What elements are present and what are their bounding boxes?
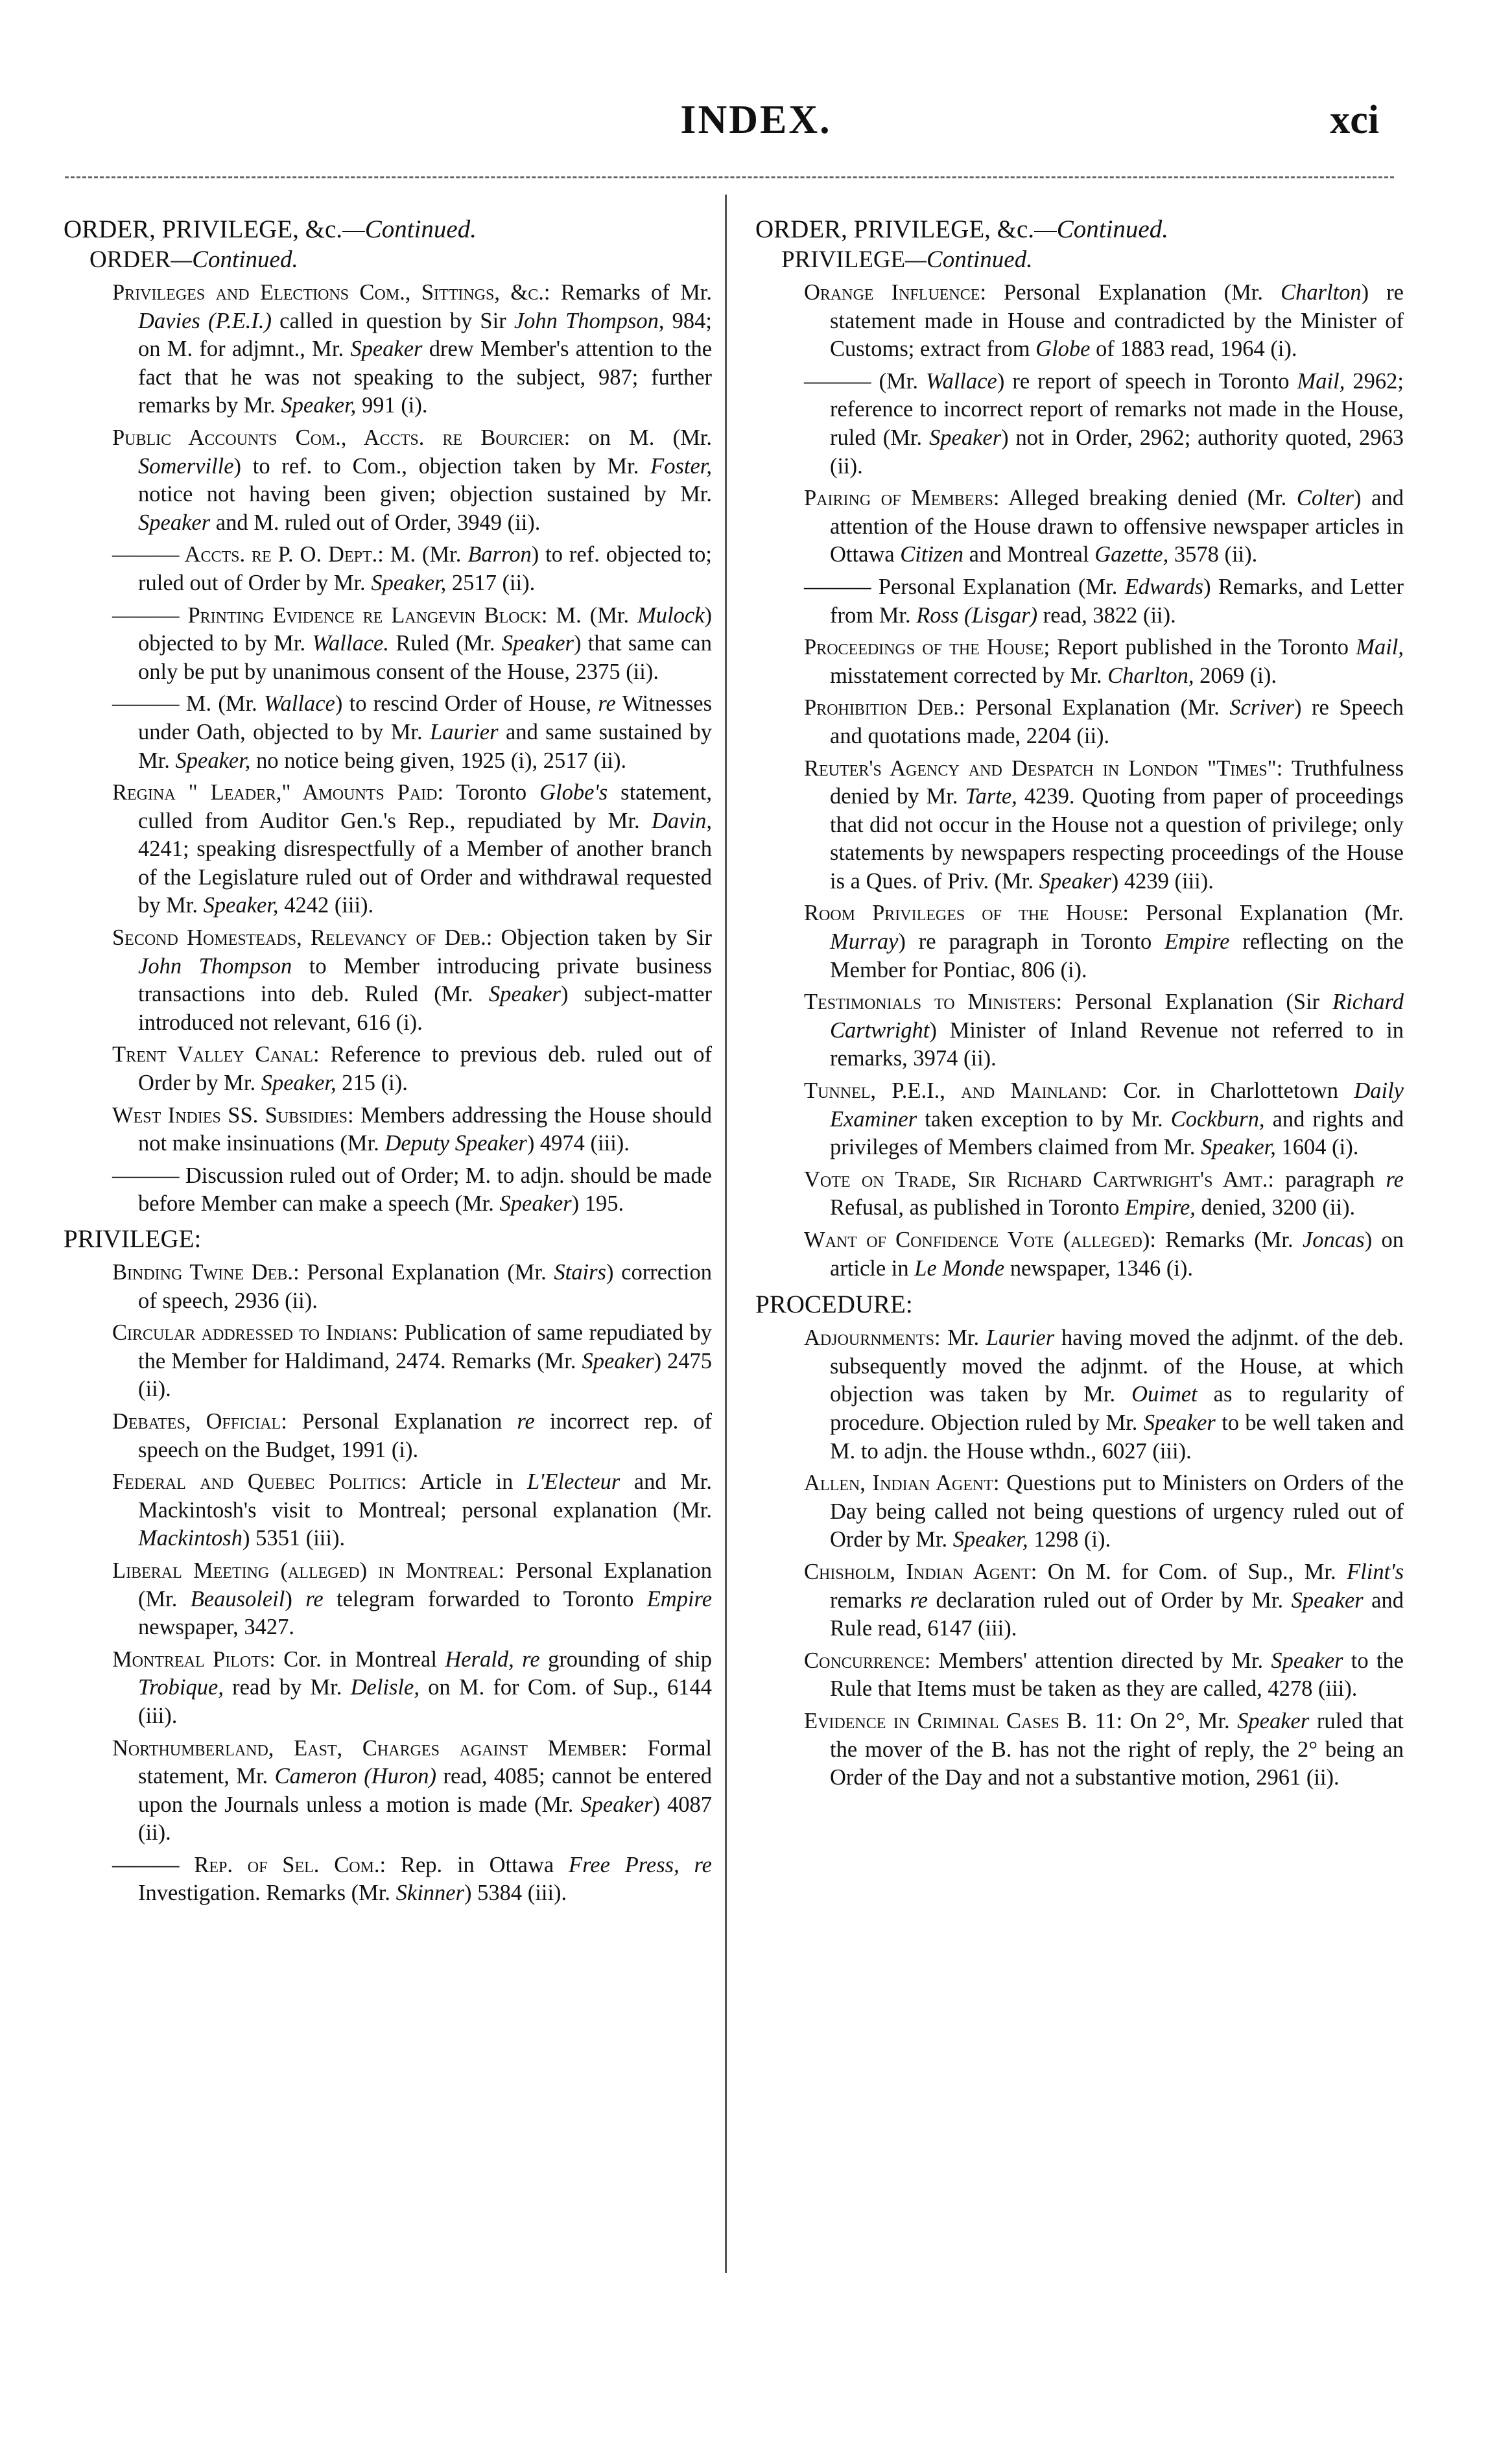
entry-name: Speaker [1143,1410,1216,1435]
index-entry [755,368,1404,481]
entry-name: re [598,691,616,717]
entry-text: : Remarks (Mr. [1150,1228,1303,1252]
entry-heading: Adjournments [804,1325,934,1351]
index-entry [64,1408,712,1464]
entry-name: Speaker [1291,1587,1364,1613]
entry-name: Speaker [488,982,561,1007]
index-entry [64,1646,712,1731]
entry-name: John Thompson, [514,308,665,333]
entry-name: Davies (P.E.I.) [138,308,272,333]
entry-name: Empire [646,1586,713,1611]
entry-text: ) on article in [830,1228,1404,1281]
entry-text: ) that same can only be put by unanimous consent of the House, 2375 (ii). [138,631,712,684]
entry-text: ) 5351 (iii). [242,1526,346,1551]
entry-heading: Orange Influence [804,280,980,305]
entry-name: Speaker [138,510,211,535]
entry-text: and Mr. Mackintosh's visit to Montreal; personal explanation (Mr. [138,1469,712,1523]
entry-name: Empire [1164,929,1230,955]
entry-name: Stairs [554,1260,606,1285]
entry-name: Foster, [650,453,712,479]
entry-name: Speaker, [371,570,447,595]
index-entry [64,1851,712,1908]
entry-text: : Members addressing the House should not make insinuations (Mr. [138,1102,712,1156]
entry-text: 1604 (i). [1275,1135,1359,1160]
entry-text: 1298 (i). [1028,1527,1111,1552]
entry-text: 991 (i). [356,393,428,418]
entry-name: re [305,1586,324,1611]
index-entry [755,694,1404,750]
entry-text: : Personal Explanation (Mr. [138,1558,712,1611]
entry-text: ) 4087 (ii). [138,1792,712,1846]
index-entry [64,1041,712,1097]
entry-text: and same sustained by Mr. [138,719,712,773]
entry-text: 4242 (iii). [278,893,374,918]
entry-name: Speaker [1271,1648,1343,1673]
entry-heading: Want of Confidence Vote (alleged) [804,1228,1150,1252]
entry-name: Free Press, re [569,1852,712,1877]
entry-text: and M. ruled out of Order, 3949 (ii). [210,510,541,535]
entry-text: ) and attention of the House drawn to offensive newspaper articles in Ottawa [830,486,1404,567]
entry-name: Speaker, [175,748,251,773]
entry-heading: Debates, Official [112,1408,281,1434]
entry-text: : M. (Mr. [541,602,638,628]
entry-text: 4241; speaking disrespectfully of a Member of another branch of the Legislature ruled out of Order and withdrawal requested by Mr. [138,837,712,918]
index-entry [755,1707,1404,1792]
entry-name: Wallace. [312,631,389,656]
entry-name: Wallace [926,368,997,394]
entry-text: : Questions put to Ministers on Orders of the Day being called not being questions of urgency ruled out of Order by Mr. [830,1471,1404,1552]
entry-name: Speaker [582,1348,654,1373]
entry-name: Skinner [396,1881,465,1906]
entry-text: no notice being given, 1925 (i), 2517 (ii). [250,748,627,773]
entry-name: Speaker, [952,1527,1028,1552]
entry-name: Speaker [1039,868,1111,894]
entry-name: Colter [1296,486,1354,511]
entry-name: Speaker, [281,393,357,418]
index-entry [64,541,712,597]
index-entry [755,484,1404,569]
entry-name: Speaker [499,1191,572,1217]
entry-name: Speaker [501,631,574,656]
entry-text: to be well taken and M. to adjn. the House wthdn., 6027 (iii). [830,1410,1404,1464]
entry-text: : Cor. in Charlottetown [1101,1078,1354,1104]
entry-text: : Personal Explanation (Mr. [980,280,1281,305]
entry-text: : Alleged breaking denied (Mr. [993,486,1297,511]
entry-text: 215 (i). [336,1071,408,1096]
entry-name: Somerville [138,453,234,479]
index-entry [64,279,712,420]
entry-heading: Allen, Indian Agent [804,1471,993,1496]
entry-heading: ——— Rep. of Sel. Com. [112,1852,380,1877]
entry-text: : paragraph [1268,1167,1386,1192]
entry-name: Speaker, [203,893,279,918]
entry-heading: Regina " Leader," Amounts Paid [112,780,438,805]
entry-text: ruled that the mover of the B. has not the right of reply, the 2° being an Order of the Day and not a substantive motion, 2961 (ii). [830,1708,1404,1790]
entry-text: ) 4974 (iii). [526,1131,630,1156]
entry-heading: Northumberland, East, Charges against Member [112,1735,622,1761]
entry-text: declaration ruled out of Order by Mr. [928,1587,1292,1613]
entry-name: Speaker [350,337,423,362]
entry-name: Speaker [929,425,1002,450]
entry-name: Charlton, [1107,663,1194,688]
entry-heading: Privileges and Elections Com., Sittings, &c. [112,280,544,305]
index-entry [755,988,1404,1073]
page-number: xci [1330,98,1379,142]
entry-text: : Members' attention directed by Mr. [924,1648,1271,1673]
entry-text: 3578 (ii). [1168,542,1258,567]
entry-name: Barron [467,542,532,567]
entry-list [64,279,712,1218]
section-heading-privilege: PRIVILEGE: [64,1225,202,1253]
entry-heading: Proceedings of the House [804,635,1044,660]
entry-text: denied, 3200 (ii). [1195,1195,1356,1220]
entry-text: taken exception to by Mr. [917,1106,1171,1132]
entry-heading: Room Privileges of the House [804,901,1123,926]
entry-text: : Personal Explanation (Mr. [293,1260,554,1285]
entry-text: ) 5384 (iii). [464,1881,567,1906]
entry-text: ) 4239 (iii). [1111,868,1214,894]
entry-name: Laurier [430,719,499,744]
entry-text: : Cor. in Montreal [269,1646,445,1672]
entry-text: : Remarks of Mr. [543,280,712,305]
entry-text: : Objection taken by Sir [486,925,713,951]
index-entry [64,424,712,537]
entry-text: 984; on M. for adjmnt., Mr. [138,308,712,362]
entry-heading: ——— [112,1163,180,1188]
entry-name: Tarte, [965,784,1017,809]
entry-text: 2069 (i). [1194,663,1277,688]
entry-name: re [1386,1167,1404,1192]
entry-name: Speaker, [261,1071,337,1096]
entry-name: Charlton [1281,280,1362,305]
entry-name: Globe's [539,780,608,805]
entry-heading: Concurrence [804,1648,925,1673]
entry-text: of 1883 read, 1964 (i). [1090,337,1297,362]
entry-text: read, 4085; cannot be entered upon the Journals unless a motion is made (Mr. [138,1764,712,1817]
right-column [755,214,1404,1792]
page-title: INDEX. [680,98,832,142]
index-entry [64,1557,712,1642]
entry-text: ; Report published in the Toronto [1043,635,1356,660]
entry-text: : Toronto [437,780,540,805]
index-entry [755,634,1404,690]
entry-name: Beausoleil [190,1586,285,1611]
section-heading: ORDER, PRIVILEGE, &c.—Continued. [755,215,1168,243]
entry-name: Speaker [580,1792,653,1817]
page-header [0,97,1512,149]
entry-text: ) Remarks, and Letter from Mr. [830,574,1404,628]
entry-text: newspaper, 3427. [138,1615,295,1640]
entry-text: having moved the adjnmt. of the deb. subsequently moved the adjnmt. of the House, at which objection was taken by Mr. [830,1325,1404,1407]
entry-heading: Tunnel, P.E.I., and Mainland [804,1078,1102,1104]
entry-heading: ——— Printing Evidence re Langevin Block [112,602,541,628]
entry-heading: Federal and Quebec Politics [112,1469,401,1495]
entry-heading: Prohibition Deb. [804,695,959,720]
entry-heading: ——— [804,368,871,394]
entry-text: and rights and privileges of Members claimed from Mr. [830,1106,1404,1160]
entry-text: ) correction of speech, 2936 (ii). [138,1260,712,1313]
entry-name: L'Electeur [526,1469,620,1495]
entry-text: : Reference to previous deb. ruled out of Order by Mr. [138,1042,712,1096]
column-divider [725,195,727,2273]
index-entry [64,924,712,1037]
entry-text: on M. for Com. of Sup., 6144 (iii). [138,1675,712,1728]
entry-text: Personal Explanation (Mr. [871,574,1125,599]
section-heading-procedure: PROCEDURE: [755,1290,913,1319]
entry-name: Flint's [1347,1559,1404,1584]
entry-name: Le Monde [914,1255,1005,1281]
entry-text: ) [285,1586,306,1611]
index-entry [64,1102,712,1158]
entry-heading: Evidence in Criminal Cases B. 11 [804,1708,1116,1733]
entry-name: Murray [830,929,899,955]
entry-name: Mail, [1356,635,1404,660]
entry-text: ) re statement made in House and contradicted by the Minister of Customs; extract from [830,280,1404,362]
entry-text: : Personal Explanation (Sir [1056,990,1333,1015]
entry-name: Wallace [263,691,335,717]
entry-name: Herald, re [445,1646,540,1672]
entry-name: Ross (Lisgar) [916,602,1038,628]
entry-name: Richard Cartwright [830,990,1404,1043]
entry-name: Globe [1035,337,1091,362]
index-entry [64,1735,712,1847]
entry-heading: ——— Accts. re P. O. Dept. [112,542,378,567]
entry-text: : Mr. [934,1325,986,1351]
index-entry [755,1469,1404,1554]
entry-name: Trobique, [138,1675,224,1700]
entry-text: : On M. for Com. of Sup., Mr. [1030,1559,1347,1584]
entry-text: Ruled (Mr. [388,631,502,656]
entry-heading: ——— M. [112,691,212,717]
entry-text: statement, culled from Auditor Gen.'s Rep., repudiated by Mr. [138,780,712,833]
entry-name: Speaker [1237,1708,1310,1733]
entry-heading: West Indies SS. Subsidies [112,1102,348,1128]
index-entry [755,1226,1404,1283]
entry-name: Citizen [900,542,964,567]
index-entry [755,1166,1404,1222]
entry-heading: Reuter's Agency and Despatch in London "Times" [804,755,1277,781]
index-entry [755,899,1404,984]
entry-list [755,1324,1404,1792]
entry-text: ) Minister of Inland Revenue not referred to in remarks, 3974 (ii). [830,1017,1404,1071]
entry-text: : Publication of same repudiated by the Member for Haldimand, 2474. Remarks (Mr. [138,1320,712,1373]
entry-text: ) objected to by Mr. [138,602,713,656]
entry-name: John Thompson [138,953,292,979]
entry-text: read by Mr. [223,1675,351,1700]
entry-text: newspaper, 1346 (i). [1004,1255,1194,1281]
entry-heading: Pairing of Members [804,486,993,511]
entry-text: Refusal, as published in Toronto [830,1195,1125,1220]
entry-heading: Montreal Pilots [112,1646,270,1672]
entry-text: to Member introducing private business transactions into deb. Ruled (Mr. [138,953,713,1007]
index-entry [64,1259,712,1315]
entry-name: Empire, [1125,1195,1196,1220]
header-rule [65,176,1394,178]
index-entry [755,279,1404,364]
index-entry [755,1324,1404,1466]
index-entry [755,1077,1404,1162]
entry-list [64,1259,712,1908]
entry-text: remarks [830,1587,910,1613]
entry-name: Mail, [1297,368,1345,394]
entry-text: : Personal Explanation (Mr. [958,695,1230,720]
entry-text: : Truthfulness denied by Mr. [830,755,1404,809]
subsection-heading: PRIVILEGE—Continued. [781,246,1033,273]
entry-text: : Formal statement, Mr. [138,1735,712,1789]
index-entry [755,573,1404,630]
section-heading: ORDER, PRIVILEGE, &c.—Continued. [64,215,477,243]
entry-name: Edwards [1124,574,1204,599]
entry-text: (Mr. [211,691,264,717]
entry-text: to the Rule that Items must be taken as they are called, 4278 (iii). [830,1648,1404,1702]
entry-text: ) subject-matter introduced not relevant, 616 (i). [138,982,712,1035]
entry-name: re [910,1587,928,1613]
entry-text: ) 195. [571,1191,624,1217]
index-entry [64,779,712,920]
entry-text: notice not having been given; objection sustained by Mr. [138,482,712,507]
entry-text: ) re Speech and quotations made, 2204 (ii). [830,695,1404,748]
entry-text: Witnesses under Oath, objected to by Mr. [138,691,712,744]
index-entry [755,755,1404,896]
entry-text: as to regularity of procedure. Objection ruled by Mr. [830,1382,1404,1435]
entry-heading: Binding Twine Deb. [112,1260,294,1285]
entry-name: Scriver [1229,695,1295,720]
entry-text: called in question by Sir [272,308,514,333]
entry-name: Mackintosh [138,1526,242,1551]
entry-name: Delisle, [350,1675,419,1700]
entry-text: misstatement corrected by Mr. [830,663,1108,688]
entry-text: Discussion ruled out of Order; M. to adjn. should be made before Member can make a speech (Mr. [138,1163,712,1217]
entry-text: : Rep. in Ottawa [379,1852,569,1877]
index-entry [64,602,712,687]
entry-text: ) not in Order, 2962; authority quoted, 2963 (ii). [830,425,1404,479]
entry-heading: Vote on Trade, Sir Richard Cartwright's Amt. [804,1167,1268,1192]
left-column [64,214,712,1908]
entry-text: ) re paragraph in Toronto [898,929,1165,955]
entry-name: Joncas [1302,1228,1365,1252]
entry-heading: Liberal Meeting (alleged) in Montreal [112,1558,499,1583]
entry-name: Daily Examiner [830,1078,1404,1132]
entry-text: ) to ref. objected to; ruled out of Order by Mr. [138,542,712,595]
entry-heading: Public Accounts Com., Accts. re Bourcier [112,425,564,450]
entry-text: reflecting on the Member for Pontiac, 806 (i). [830,929,1404,982]
entry-text: 4239. Quoting from paper of proceedings that did not occur in the House not a question of privilege; only statements by newspapers respecting proceedings of the House is a Ques. of Priv. (Mr. [830,784,1404,894]
entry-text: incorrect rep. of speech on the Budget, 1991 (i). [138,1408,712,1462]
entry-list [755,279,1404,1283]
entry-name: Mulock [637,602,705,628]
entry-text: ) 2475 (ii). [138,1348,712,1402]
entry-text: 2962; reference to incorrect report of remarks not made in the House, ruled (Mr. [830,368,1404,450]
entry-text: grounding of ship [539,1646,713,1672]
entry-text: : Personal Explanation [281,1408,517,1434]
entry-text: : Article in [401,1469,527,1495]
subsection-heading: ORDER—Continued. [89,246,298,273]
entry-heading: ——— [804,574,871,599]
entry-text: ) to ref. to Com., objection taken by Mr. [233,453,651,479]
entry-heading: Chisholm, Indian Agent [804,1559,1031,1584]
index-entry [755,1558,1404,1643]
entry-text: : M. (Mr. [377,542,468,567]
entry-text: telegram forwarded to Toronto [323,1586,647,1611]
entry-text: : on M. (Mr. [563,425,712,450]
entry-name: re [517,1408,535,1434]
entry-text: (Mr. [871,368,926,394]
entry-name: Gazette, [1094,542,1169,567]
index-entry [64,1162,712,1218]
entry-text: ) re report of speech in Toronto [997,368,1297,394]
entry-text: drew Member's attention to the fact that he was not speaking to the subject, 987; further remarks by Mr. [138,337,713,418]
entry-name: Cameron (Huron) [274,1764,437,1789]
entry-heading: Circular addressed to Indians [112,1320,392,1346]
entry-name: Deputy Speaker [384,1131,527,1156]
entry-text: : Personal Explanation (Mr. [1122,901,1404,926]
entry-text: read, 3822 (ii). [1037,602,1176,628]
index-entry [755,1647,1404,1704]
entry-text: ) to rescind Order of House, [335,691,598,717]
index-entry [64,1468,712,1553]
index-entry [64,690,712,775]
entry-text: Investigation. Remarks (Mr. [138,1881,396,1906]
entry-name: Cockburn, [1170,1106,1265,1132]
entry-name: Laurier [986,1325,1055,1351]
entry-text: and Rule read, 6147 (iii). [830,1587,1404,1641]
entry-name: Speaker, [1200,1135,1276,1160]
entry-name: Ouimet [1131,1382,1198,1407]
entry-text: and Montreal [963,542,1095,567]
index-entry [64,1319,712,1404]
entry-heading: Second Homesteads, Relevancy of Deb. [112,925,486,951]
entry-name: Davin, [652,808,712,833]
entry-text: 2517 (ii). [446,570,536,595]
entry-heading: Trent Valley Canal [112,1042,313,1067]
entry-text: : On 2°, Mr. [1116,1708,1238,1733]
entry-heading: Testimonials to Ministers [804,990,1056,1015]
